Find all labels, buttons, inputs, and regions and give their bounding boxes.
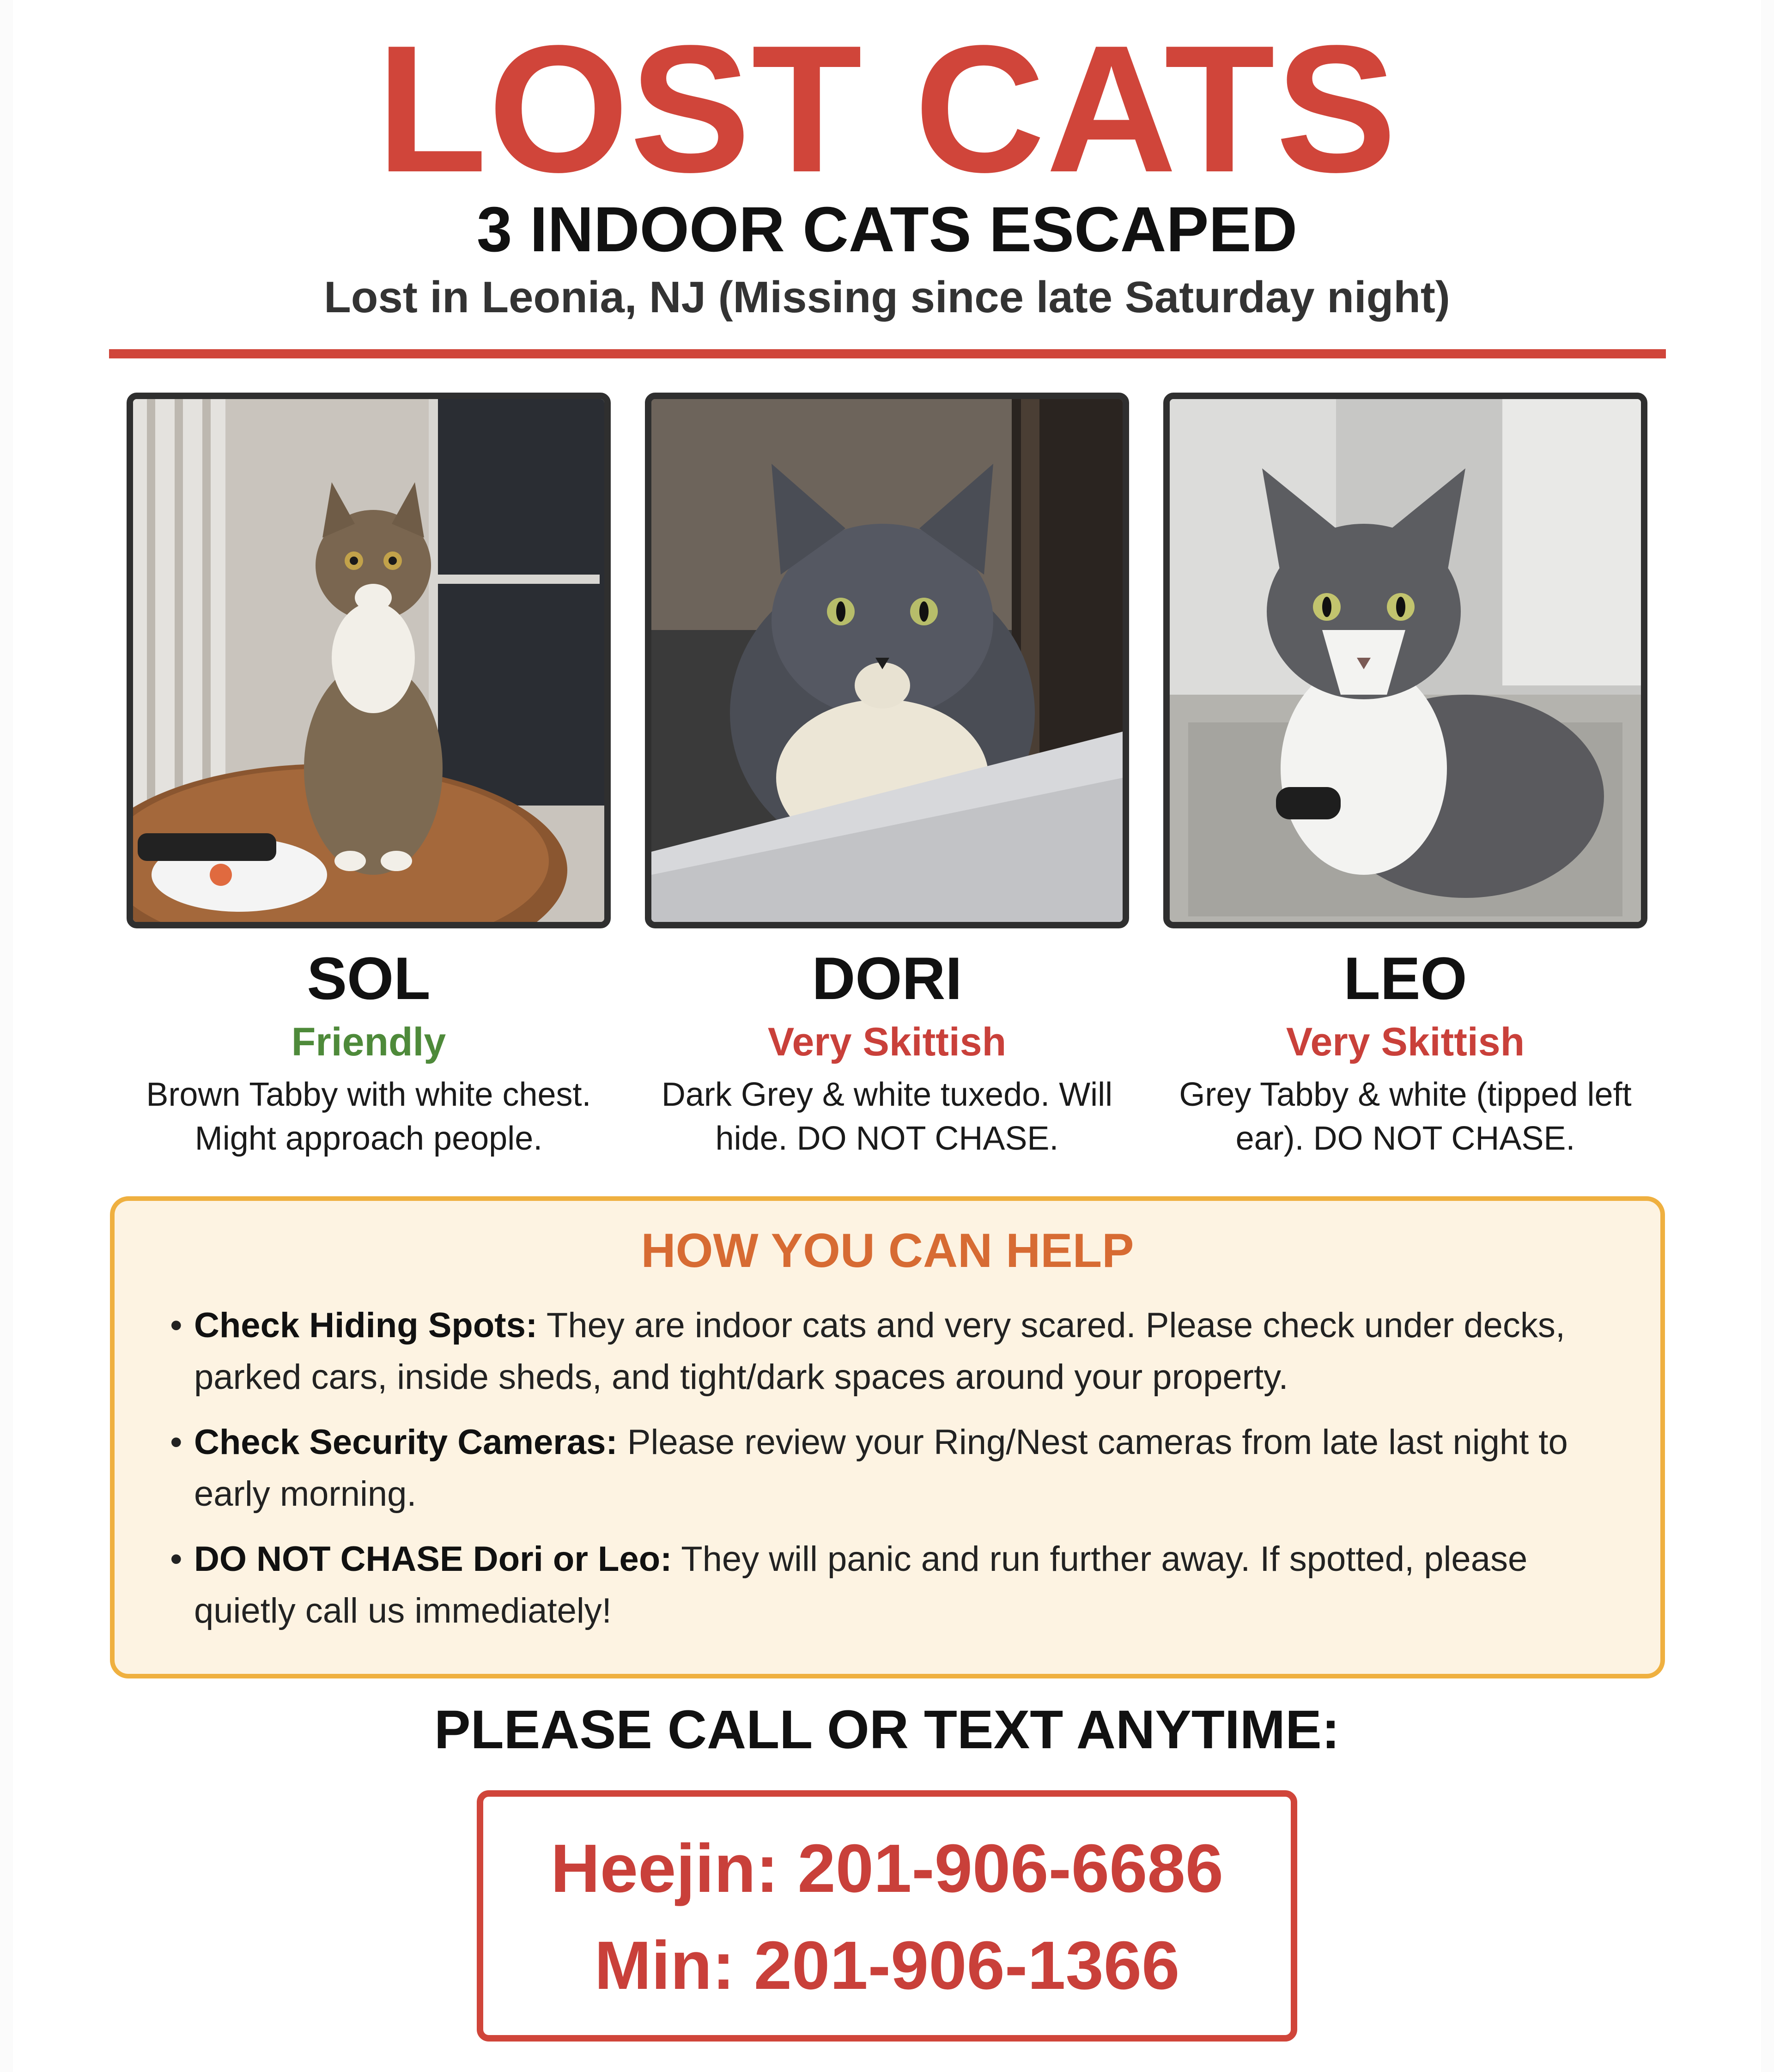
divider-rule [109, 349, 1666, 358]
cat-photo-leo [1163, 393, 1647, 928]
cat-photo-sol [127, 393, 611, 928]
cat-name: SOL [307, 945, 431, 1012]
help-item [165, 1417, 1625, 1521]
cat-photo-dori [645, 393, 1129, 928]
help-item-heading: Check Hiding Spots: [194, 1306, 538, 1345]
help-box [110, 1196, 1665, 1678]
cat-card-dori [633, 947, 1141, 1161]
help-item-heading: Check Security Cameras: [194, 1422, 618, 1462]
help-list [165, 1300, 1625, 1650]
help-item-text: They are indoor cats and very scared. Please check under decks, parked cars, inside sheds, and tight/dark spaces around your property. [194, 1306, 1566, 1397]
cat-name: LEO [1343, 945, 1467, 1012]
cat-temperament: Very Skittish [767, 1019, 1007, 1064]
help-item-heading: DO NOT CHASE Dori or Leo: [194, 1539, 672, 1579]
cat-description [1151, 1073, 1659, 1161]
bullet-icon: • [170, 1422, 182, 1462]
phone-number-min[interactable]: Min: 201-906-1366 [594, 1927, 1180, 2004]
help-item-text: Please review your Ring/Nest cameras from late last night to early morning. [194, 1422, 1568, 1514]
cat-description-line: ear). DO NOT CHASE. [1235, 1120, 1575, 1157]
cat-description-line: Dark Grey & white tuxedo. Will [661, 1076, 1113, 1114]
cat-card-leo [1151, 947, 1659, 1161]
help-item [165, 1300, 1625, 1404]
phone-box [477, 1790, 1297, 2042]
help-item-text: They will panic and run further away. If spotted, please quietly call us immediately! [194, 1539, 1528, 1631]
cat-description-line: Might approach people. [194, 1120, 543, 1157]
flyer-title: LOST CATS [376, 8, 1398, 210]
cat-card-sol [115, 947, 623, 1161]
bullet-icon: • [170, 1306, 182, 1345]
help-title: HOW YOU CAN HELP [641, 1224, 1134, 1278]
cat-description-line: Brown Tabby with white chest. [146, 1076, 591, 1114]
cat-temperament: Friendly [291, 1019, 446, 1064]
bullet-icon: • [170, 1539, 182, 1579]
cat-description [633, 1073, 1141, 1161]
cat-description-line: Grey Tabby & white (tipped left [1179, 1076, 1632, 1114]
cat-temperament: Very Skittish [1286, 1019, 1525, 1064]
flyer-subtitle: 3 INDOOR CATS ESCAPED [476, 194, 1298, 265]
cat-description [115, 1073, 623, 1161]
contact-title: PLEASE CALL OR TEXT ANYTIME: [434, 1699, 1340, 1760]
help-item [165, 1533, 1625, 1637]
phone-number-heejin[interactable]: Heejin: 201-906-6686 [550, 1830, 1224, 1907]
cat-description-line: hide. DO NOT CHASE. [715, 1120, 1059, 1157]
lost-location: Lost in Leonia, NJ (Missing since late Saturday night) [324, 273, 1450, 322]
cat-name: DORI [812, 945, 962, 1012]
